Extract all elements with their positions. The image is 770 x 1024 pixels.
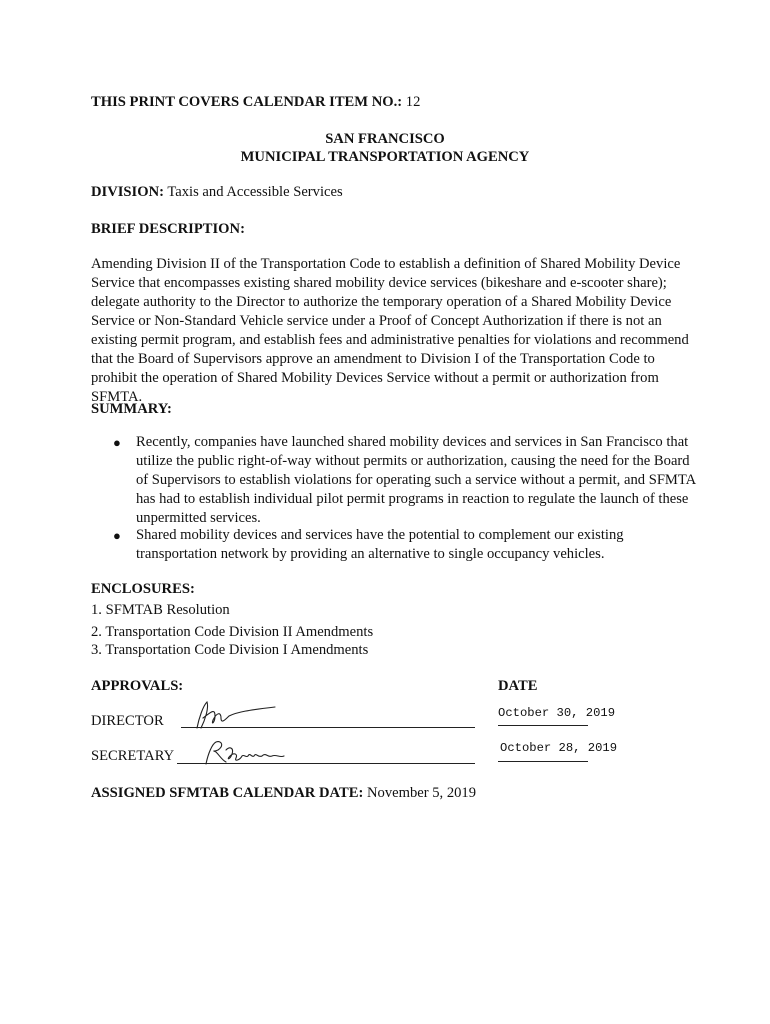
secretary-signature — [196, 738, 296, 768]
enclosures-heading: ENCLOSURES: — [91, 581, 195, 597]
summary-heading: SUMMARY: — [91, 401, 172, 417]
division-value: Taxis and Accessible Services — [167, 184, 343, 200]
division-line — [91, 183, 343, 202]
bullet-dot-icon: ● — [113, 435, 121, 450]
calendar-date-label: ASSIGNED SFMTAB CALENDAR DATE: — [91, 785, 364, 801]
calendar-item-line — [91, 93, 420, 112]
agency-name-line2: MUNICIPAL TRANSPORTATION AGENCY — [240, 149, 530, 165]
bullet-dot-icon: ● — [113, 528, 121, 543]
date-heading: DATE — [498, 678, 538, 694]
brief-description-text: Amending Division II of the Transportation Code to establish a definition of Shared Mobility Device Service that encompasses existing shared mobility device services (bikeshare and e-scooter share); delegate authority to the Director to authorize the temporary operation of a Shared Mobility Device Service or Non-Standard Vehicle service under a Proof of Concept Authorization if there is not an existing permit program, and establish fees and administrative penalties for violations and recommend that the Board of Supervisors approve an amendment to Division I of the Transportation Code to prohibit the operation of Shared Mobility Devices Service without a permit or authorization from SFMTA. — [91, 256, 689, 405]
secretary-label: SECRETARY — [91, 748, 175, 764]
summary-bullet: Recently, companies have launched shared mobility devices and services in San Francisco that utilize the public right-of-way without permits or authorization, causing the need for the Board of Supervisors to establish violations for operating such a service without a permit, and SFMTA has had to establish individual pilot permit programs in reaction to regulate the launch of these unpermitted services. — [136, 434, 696, 526]
enclosure-item: 1. SFMTAB Resolution — [91, 602, 230, 618]
approvals-heading: APPROVALS: — [91, 678, 184, 694]
secretary-date: October 28, 2019 — [500, 741, 618, 755]
secretary-date-line — [498, 761, 588, 762]
calendar-item-label: THIS PRINT COVERS CALENDAR ITEM NO.: — [91, 94, 403, 110]
summary-bullet: Shared mobility devices and services have the potential to complement our existing transportation network by providing an alternative to single occupancy vehicles. — [136, 527, 624, 562]
director-label: DIRECTOR — [91, 713, 164, 729]
agency-name-line1: SAN FRANCISCO — [325, 131, 445, 147]
enclosure-item: 2. Transportation Code Division II Amendments — [91, 624, 374, 640]
director-signature — [185, 698, 285, 732]
director-date-line — [498, 725, 588, 726]
enclosure-item: 3. Transportation Code Division I Amendments — [91, 642, 369, 658]
calendar-date-line — [91, 784, 476, 803]
director-date: October 30, 2019 — [498, 706, 616, 720]
calendar-date-value: November 5, 2019 — [366, 785, 477, 801]
division-label: DIVISION: — [91, 184, 164, 200]
calendar-item-number: 12 — [405, 94, 421, 110]
brief-description-heading: BRIEF DESCRIPTION: — [91, 221, 245, 237]
